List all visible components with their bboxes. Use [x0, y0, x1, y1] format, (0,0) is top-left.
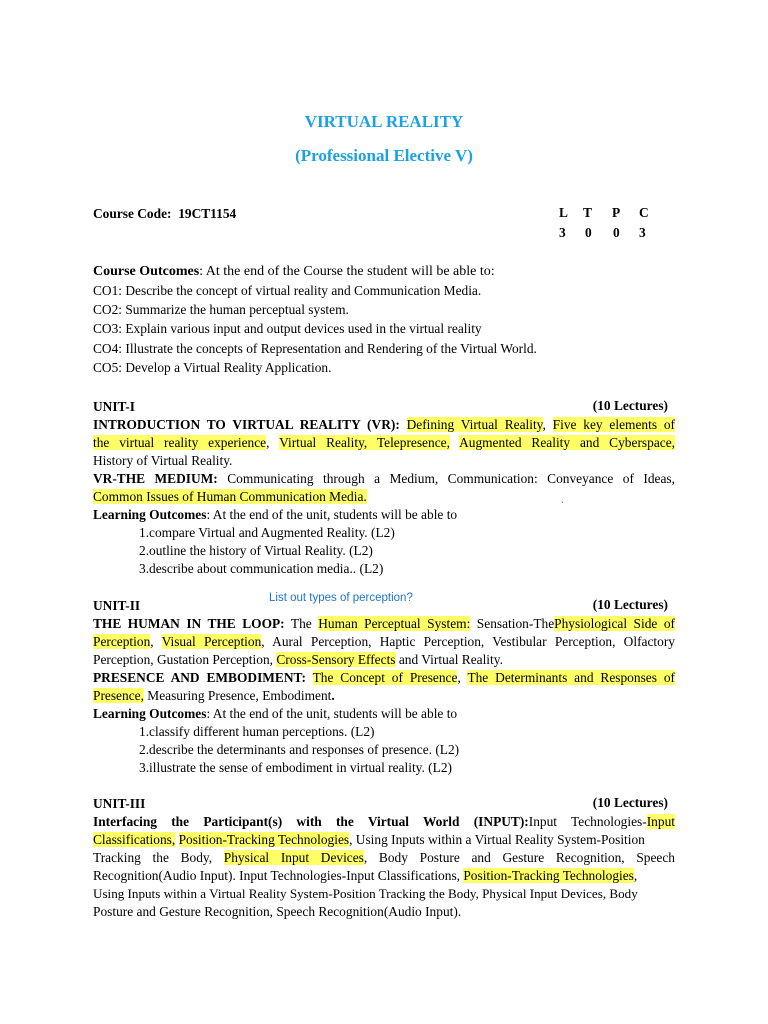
- unit-3-input-line: Posture and Gesture Recognition, Speech Recognition(Audio Input).: [93, 904, 462, 919]
- course-outcome-item: CO2: Summarize the human perceptual system.: [93, 302, 349, 317]
- course-outcome-item: CO5: Develop a Virtual Reality Application.: [93, 360, 332, 375]
- highlight: Five key elements of: [552, 417, 675, 432]
- unit-2-heading: UNIT-II: [93, 598, 141, 613]
- ltpc-value-t: 0: [585, 225, 592, 240]
- ltpc-value-c: 3: [639, 225, 646, 240]
- unit-3-input-line: Using Inputs within a Virtual Reality System-Position Tracking the Body, Physical Input Devices, Body: [93, 886, 638, 901]
- learning-outcome-item: 2.describe the determinants and responses of presence. (L2): [139, 742, 460, 757]
- unit-1-intro-line: the virtual reality experience, Virtual Reality, Telepresence, Augmented Reality and Cyberspace,: [93, 435, 675, 450]
- highlight: Physical Input Devices: [223, 850, 364, 865]
- unit-3-lectures: (10 Lectures): [592, 795, 668, 810]
- unit-2-learning-outcomes: Learning Outcomes: At the end of the unit, students will be able to: [93, 706, 458, 721]
- ltpc-header-c: C: [639, 205, 649, 220]
- unit-2-presence-line: Presence, Measuring Presence, Embodiment.: [93, 688, 335, 703]
- highlight: Augmented Reality and Cyberspace,: [459, 435, 675, 450]
- unit-1-heading: UNIT-I: [93, 399, 135, 414]
- unit-2-presence-line: PRESENCE AND EMBODIMENT: The Concept of Presence, The Determinants and Responses of: [93, 670, 675, 685]
- highlight: The Determinants and Responses of: [467, 670, 675, 685]
- course-outcomes-heading: Course Outcomes: At the end of the Course the student will be able to:: [93, 264, 495, 279]
- ltpc-header-p: P: [612, 205, 621, 220]
- unit-1-learning-outcomes: Learning Outcomes: At the end of the unit, students will be able to: [93, 507, 458, 522]
- unit-3-input-line: Interfacing the Participant(s) with the Virtual World (INPUT):Input Technologies-Input: [93, 814, 675, 829]
- highlight: Visual Perception: [161, 634, 262, 649]
- highlight: Cross-Sensory Effects: [276, 652, 396, 667]
- ltpc-value-l: 3: [559, 225, 566, 240]
- ltpc-header-l: L: [559, 205, 568, 220]
- highlight: Position-Tracking Technologies: [463, 868, 634, 883]
- highlight: Classifications,: [93, 832, 176, 847]
- highlight: the virtual reality experience: [93, 435, 267, 450]
- unit-1-medium-line: [93, 488, 675, 506]
- learning-outcome-item: 1.compare Virtual and Augmented Reality. (L2): [139, 525, 395, 540]
- unit-3-input-line: Recognition(Audio Input). Input Technologies-Input Classifications, Position-Tracking Technologies,: [93, 868, 638, 883]
- highlight: Perception: [93, 634, 151, 649]
- course-outcome-item: CO1: Describe the concept of virtual reality and Communication Media.: [93, 283, 482, 298]
- unit-2-loop-line: THE HUMAN IN THE LOOP: The Human Perceptual System: Sensation-ThePhysiological Side of: [93, 616, 676, 631]
- highlight: Common Issues of Human Communication Media.: [93, 489, 367, 504]
- annotation-note: List out types of perception?: [269, 592, 413, 604]
- highlight: The Concept of Presence: [312, 670, 458, 685]
- unit-1-medium-line: VR-THE MEDIUM: Communicating through a Medium, Communication: Conveyance of Ideas,: [93, 471, 675, 486]
- stray-dot: .: [561, 492, 564, 506]
- learning-outcome-item: 1.classify different human perceptions. (L2): [139, 724, 375, 739]
- unit-1-intro-line: History of Virtual Reality.: [93, 453, 233, 468]
- unit-1-intro-line: INTRODUCTION TO VIRTUAL REALITY (VR): Defining Virtual Reality, Five key elements of: [93, 417, 675, 432]
- highlight: Input: [646, 814, 675, 829]
- highlight: Defining Virtual Reality: [406, 417, 543, 432]
- ltpc-value-p: 0: [613, 225, 620, 240]
- learning-outcome-item: 3.describe about communication media.. (L2): [139, 561, 384, 576]
- highlight: Virtual Reality, Telepresence,: [279, 435, 450, 450]
- unit-2-loop-line: Perception, Visual Perception, Aural Perception, Haptic Perception, Vestibular Perception, Olfactory: [93, 634, 675, 649]
- highlight: Presence,: [93, 688, 144, 703]
- ltpc-header-t: T: [583, 205, 592, 220]
- unit-1-lectures: (10 Lectures): [592, 398, 668, 413]
- unit-2-lectures: (10 Lectures): [592, 597, 668, 612]
- learning-outcome-item: 3.illustrate the sense of embodiment in virtual reality. (L2): [139, 760, 452, 775]
- learning-outcome-item: 2.outline the history of Virtual Reality. (L2): [139, 543, 373, 558]
- unit-3-input-line: Tracking the Body, Physical Input Devices, Body Posture and Gesture Recognition, Speech: [93, 850, 675, 865]
- page-subtitle: (Professional Elective V): [295, 146, 473, 165]
- course-code: Course Code: 19CT1154: [93, 206, 237, 221]
- unit-3-heading: UNIT-III: [93, 796, 146, 811]
- unit-2-loop-line: Perception, Gustation Perception, Cross-Sensory Effects and Virtual Reality.: [93, 652, 503, 667]
- course-outcome-item: CO3: Explain various input and output devices used in the virtual reality: [93, 321, 482, 336]
- unit-3-input-line: Classifications, Position-Tracking Technologies, Using Inputs within a Virtual Reality System-Position: [93, 832, 645, 847]
- highlight: Human Perceptual System:: [318, 616, 471, 631]
- page-title: VIRTUAL REALITY: [304, 112, 464, 131]
- course-outcome-item: CO4: Illustrate the concepts of Representation and Rendering of the Virtual World.: [93, 341, 537, 356]
- highlight: Position-Tracking Technologies: [178, 832, 350, 847]
- highlight: Physiological Side of: [554, 616, 676, 631]
